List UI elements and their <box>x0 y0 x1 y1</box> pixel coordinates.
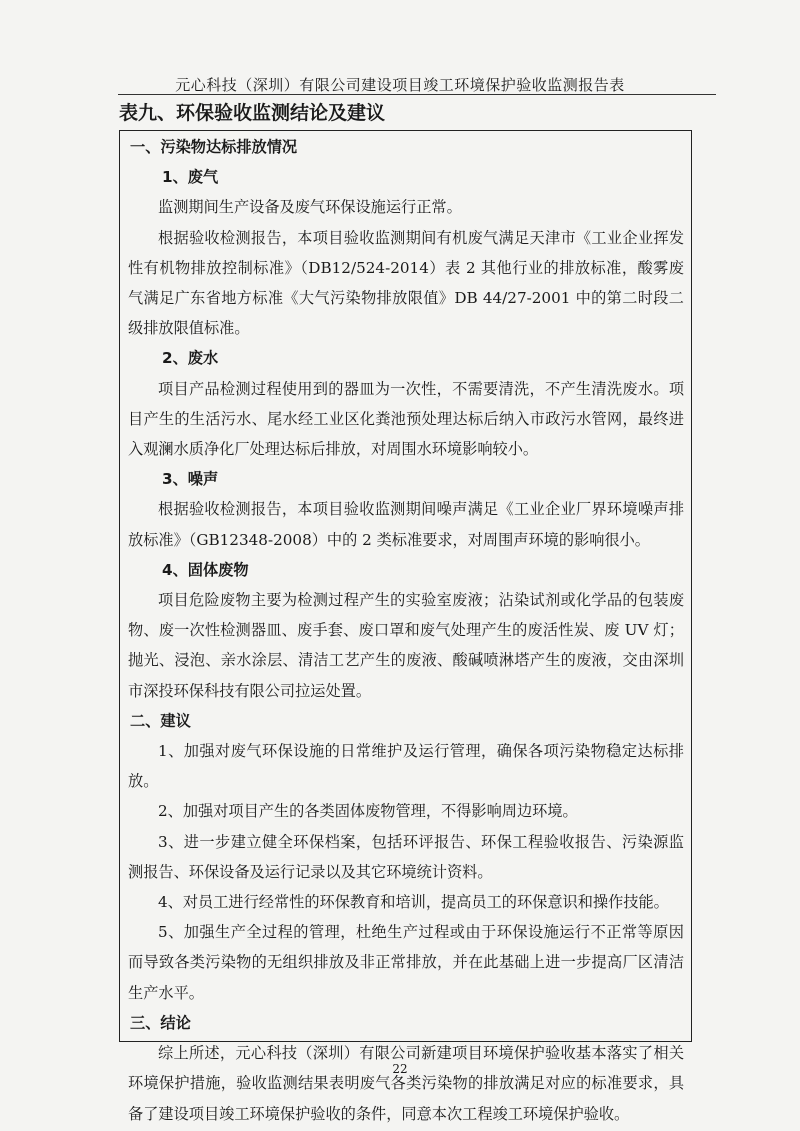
paragraph: 监测期间生产设备及废气环保设施运行正常。 <box>158 198 462 217</box>
heading-suggestions: 二、建议 <box>130 711 191 730</box>
suggestion-item: 2、加强对项目产生的各类固体废物管理，不得影响周边环境。 <box>158 802 578 821</box>
heading-waste-gas: 1、废气 <box>162 168 219 187</box>
heading-waste-water: 2、废水 <box>162 349 219 368</box>
section-title: 表九、环保验收监测结论及建议 <box>119 102 386 124</box>
suggestion-item: 3、进一步建立健全环保档案，包括环评报告、环保工程验收报告、污染源监测报告、环保设备及运行记录以及其它环境统计资料。 <box>128 832 684 881</box>
heading-conclusion: 三、结论 <box>130 1013 191 1032</box>
header-rule <box>118 94 716 95</box>
paragraph: 项目产品检测过程使用到的器皿为一次性，不需要清洗，不产生清洗废水。项目产生的生活污水、尾水经工业区化粪池预处理达标后纳入市政污水管网，最终进入观澜水质净化厂处理达标后排放，对周围水环境影响较小。 <box>128 379 684 459</box>
report-header: 元心科技（深圳）有限公司建设项目竣工环境保护验收监测报告表 <box>175 76 625 94</box>
heading-noise: 3、噪声 <box>162 470 219 489</box>
paragraph: 项目危险废物主要为检测过程产生的实验室废液；沾染试剂或化学品的包装废物、废一次性检测器皿、废手套、废口罩和废气处理产生的废活性炭、废 UV 灯；抛光、浸泡、亲水涂层、清洁工艺产生的废液、酸碱喷淋塔产生的废液，交由深圳市深投环保科技有限公司拉运处置。 <box>128 591 684 700</box>
paragraph: 根据验收检测报告，本项目验收监测期间噪声满足《工业企业厂界环境噪声排放标准》（GB12348-2008）中的 2 类标准要求，对周围声环境的影响很小。 <box>128 500 684 549</box>
paragraph: 根据验收检测报告，本项目验收监测期间有机废气满足天津市《工业企业挥发性有机物排放控制标准》（DB12/524-2014）表 2 其他行业的排放标准，酸雾废气满足广东省地方标准《大气污染物排放限值》DB 44/27-2001 中的第二时段二级排放限值标准。 <box>128 228 684 338</box>
suggestion-item: 4、对员工进行经常性的环保教育和培训，提高员工的环保意识和操作技能。 <box>158 893 669 912</box>
page-number: 22 <box>392 1062 408 1076</box>
paragraph: 综上所述，元心科技（深圳）有限公司新建项目环境保护验收基本落实了相关环境保护措施，验收监测结果表明废气各类污染物的排放满足对应的标准要求，具备了建设项目竣工环境保护验收的条件，同意本次工程竣工环境保护验收。 <box>128 1044 684 1123</box>
heading-solid-waste: 4、固体废物 <box>162 560 249 579</box>
content-body <box>128 132 688 1129</box>
heading-pollutant-discharge: 一、污染物达标排放情况 <box>130 138 298 156</box>
suggestion-item: 5、加强生产全过程的管理，杜绝生产过程或由于环保设施运行不正常等原因而导致各类污染物的无组织排放及非正常排放，并在此基础上进一步提高厂区清洁生产水平。 <box>128 923 684 1002</box>
suggestion-item: 1、加强对废气环保设施的日常维护及运行管理，确保各项污染物稳定达标排放。 <box>128 742 684 791</box>
